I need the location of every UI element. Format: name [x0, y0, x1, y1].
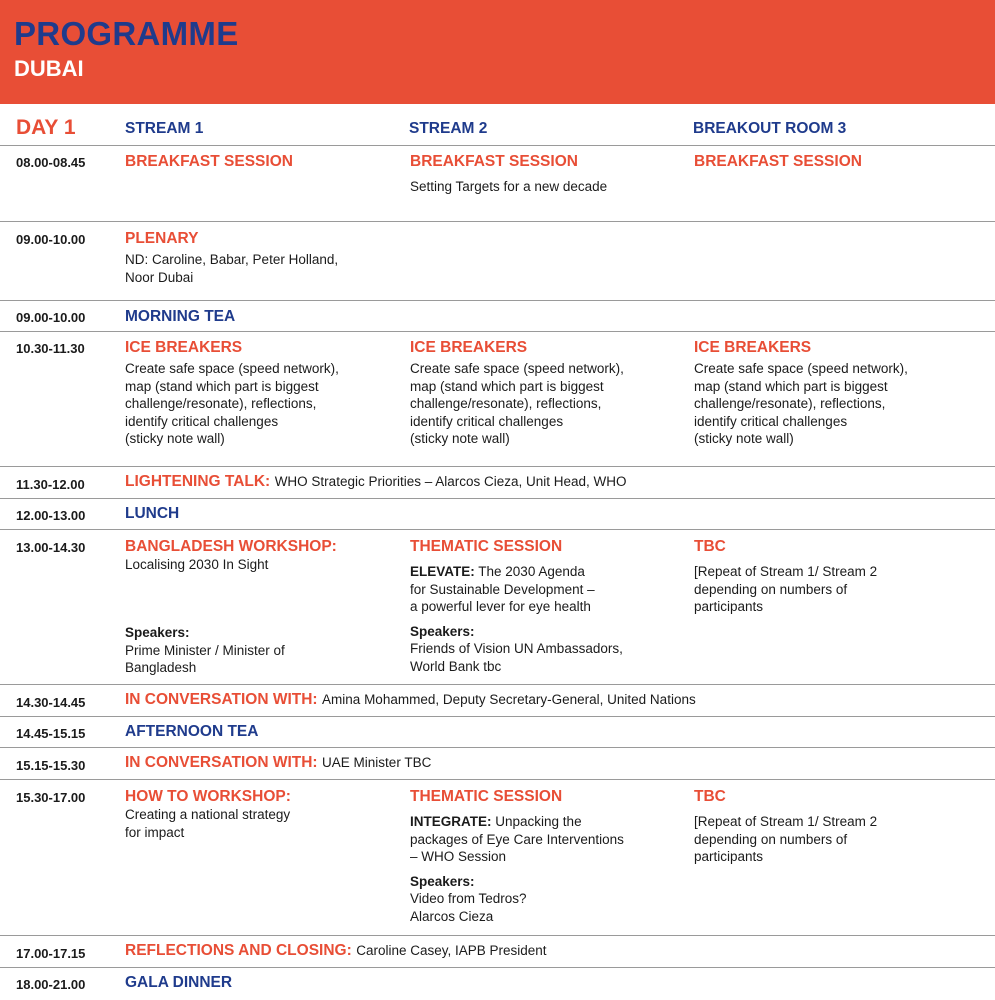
- day-label: DAY 1: [16, 116, 76, 139]
- session-label: REFLECTIONS AND CLOSING:: [125, 942, 352, 959]
- speakers-list: Video from Tedros? Alarcos Cieza: [410, 891, 527, 924]
- session-title: THEMATIC SESSION: [410, 538, 563, 555]
- speakers-label: Speakers:: [410, 623, 475, 639]
- session-description: Create safe space (speed network), map (stand which part is biggest challenge/resonate), reflections, identify critical challenges (sticky note wall): [410, 361, 624, 446]
- session-title: BANGLADESH WORKSHOP:: [125, 538, 337, 555]
- session-description: [Repeat of Stream 1/ Stream 2 depending on numbers of participants: [694, 564, 878, 614]
- schedule-row: [0, 529, 995, 685]
- speakers-list: Friends of Vision UN Ambassadors, World Bank tbc: [410, 641, 623, 674]
- schedule-row: [0, 221, 995, 301]
- schedule-row: [0, 145, 995, 222]
- schedule-row: [0, 935, 995, 968]
- session-description: UAE Minister TBC: [322, 755, 432, 770]
- column-stream-1: STREAM 1: [125, 120, 204, 137]
- session-description: WHO Strategic Priorities – Alarcos Cieza, Unit Head, WHO: [274, 474, 627, 489]
- location-subtitle: DUBAI: [14, 56, 84, 81]
- session-title: MORNING TEA: [125, 308, 236, 325]
- session-title: THEMATIC SESSION: [410, 788, 563, 805]
- schedule-row: [0, 466, 995, 499]
- session-title: GALA DINNER: [125, 974, 233, 991]
- time-slot: 11.30-12.00: [16, 477, 85, 492]
- session-title: BREAKFAST SESSION: [410, 153, 578, 170]
- session-description: [Repeat of Stream 1/ Stream 2 depending on numbers of participants: [694, 814, 878, 864]
- session-title: TBC: [694, 538, 726, 555]
- time-slot: 17.00-17.15: [16, 946, 86, 961]
- time-slot: 18.00-21.00: [16, 977, 86, 992]
- speakers-list: Prime Minister / Minister of Bangladesh: [125, 642, 285, 675]
- session-description: Caroline Casey, IAPB President: [356, 943, 547, 958]
- session-title: ICE BREAKERS: [410, 339, 528, 356]
- session-description: ELEVATE: The 2030 Agenda for Sustainable Development – a powerful lever for eye health: [410, 564, 595, 614]
- session-title: TBC: [694, 788, 726, 805]
- schedule-row: [0, 684, 995, 717]
- session-label: IN CONVERSATION WITH:: [125, 691, 318, 708]
- session-title: ICE BREAKERS: [125, 339, 243, 356]
- session-title: LUNCH: [125, 505, 180, 522]
- speakers-label: Speakers:: [125, 625, 190, 640]
- time-slot: 09.00-10.00: [16, 310, 86, 325]
- column-stream-2: STREAM 2: [409, 120, 488, 137]
- time-slot: 08.00-08.45: [16, 155, 86, 170]
- programme-header: [0, 0, 995, 104]
- time-slot: 14.45-15.15: [16, 726, 86, 741]
- session-description: Amina Mohammed, Deputy Secretary-General, United Nations: [322, 692, 696, 707]
- column-breakout-room-3: BREAKOUT ROOM 3: [693, 120, 847, 137]
- schedule-row: [0, 747, 995, 780]
- speakers-label: Speakers:: [410, 873, 475, 889]
- session-description: Localising 2030 In Sight: [125, 557, 269, 572]
- session-description: Create safe space (speed network), map (stand which part is biggest challenge/resonate), reflections, identify critical challenges (sticky note wall): [125, 361, 339, 446]
- session-title: AFTERNOON TEA: [125, 723, 259, 740]
- time-slot: 10.30-11.30: [16, 341, 85, 356]
- time-slot: 15.30-17.00: [16, 790, 86, 805]
- session-description: ND: Caroline, Babar, Peter Holland, Noor Dubai: [125, 252, 339, 285]
- session-description: Setting Targets for a new decade: [410, 179, 608, 194]
- session-title: ICE BREAKERS: [694, 339, 812, 356]
- programme-title: PROGRAMME: [14, 15, 239, 52]
- schedule-row: [0, 779, 995, 936]
- schedule-row: [0, 498, 995, 530]
- time-slot: 14.30-14.45: [16, 695, 86, 710]
- session-label: IN CONVERSATION WITH:: [125, 754, 318, 771]
- session-description: Create safe space (speed network), map (stand which part is biggest challenge/resonate), reflections, identify critical challenges (sticky note wall): [694, 361, 908, 446]
- session-title: PLENARY: [125, 230, 199, 247]
- session-title: BREAKFAST SESSION: [125, 153, 293, 170]
- schedule-row: [0, 331, 995, 467]
- session-title: BREAKFAST SESSION: [694, 153, 862, 170]
- time-slot: 09.00-10.00: [16, 232, 86, 247]
- schedule-row: [0, 967, 995, 1000]
- schedule-row: [0, 716, 995, 748]
- time-slot: 13.00-14.30: [16, 540, 86, 555]
- time-slot: 15.15-15.30: [16, 758, 86, 773]
- session-description: Creating a national strategy for impact: [125, 807, 291, 840]
- session-description: INTEGRATE: Unpacking the packages of Eye Care Interventions – WHO Session: [410, 814, 624, 864]
- session-label: LIGHTENING TALK:: [125, 473, 271, 490]
- time-slot: 12.00-13.00: [16, 508, 86, 523]
- session-title: HOW TO WORKSHOP:: [125, 788, 291, 805]
- schedule-row: [0, 300, 995, 332]
